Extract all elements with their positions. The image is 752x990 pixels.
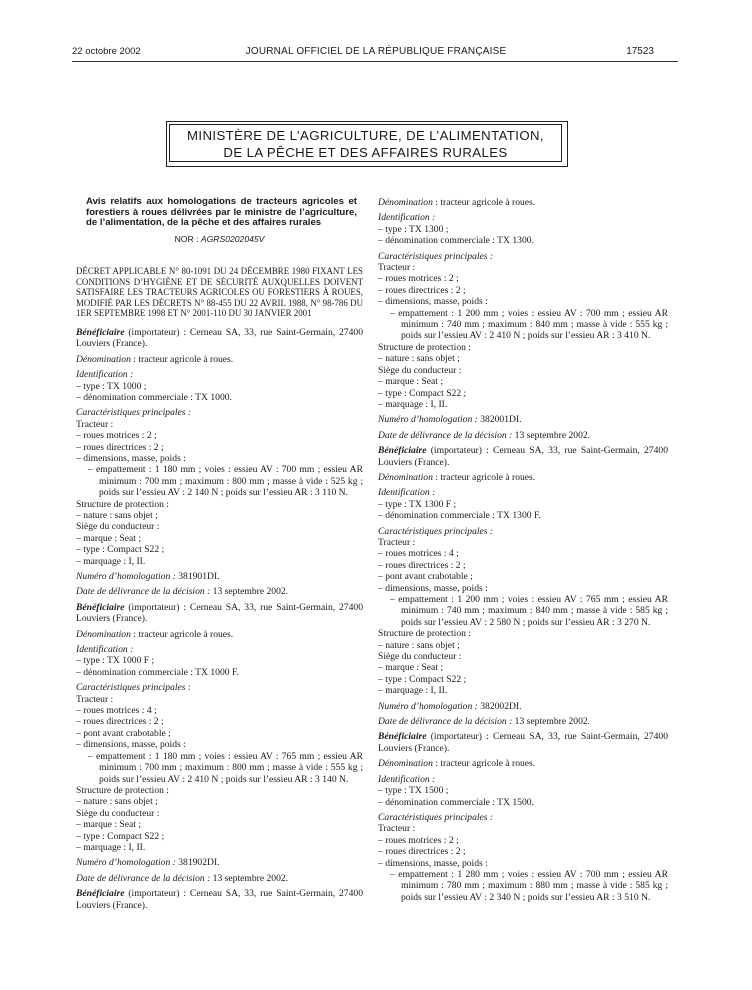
marquage-line: – marquage : I, II. <box>76 555 146 567</box>
structure-heading: Structure de protection : <box>378 628 471 640</box>
decret-reference: DÉCRET APPLICABLE N° 80-1091 DU 24 DÉCEMBRE 1980 FIXANT LES CONDITIONS D’HYGIÈNE ET DE SÉCURITÉ AUXQUELLES DOIVENT SATISFAIRE LES TRACTEURS AGRICOLES OU FORESTIERS À ROUES, MODIFIÉ PAR LES DÉCRETS N° 88-455 DU 22 AVRIL 1988, N° 98-786 DU 1ER SEPTEMBRE 1998 ET N° 2001-110 DU 30 JANVIER 2001 <box>76 265 363 319</box>
beneficiaire-label: Bénéficiaire <box>76 888 125 900</box>
beneficiaire-paragraph: Bénéficiaire (importateur) : Cerneau SA, 33, rue Saint-Germain, 27400 Louviers (France). <box>76 601 363 625</box>
numero-line: Numéro d’homologation : 382002DI. <box>378 700 522 712</box>
journal-title: JOURNAL OFFICIEL DE LA RÉPUBLIQUE FRANÇAISE <box>245 46 507 57</box>
denomination-line: Dénomination : tracteur agricole à roues. <box>378 758 536 770</box>
commercial-line: – dénomination commerciale : TX 1300 F. <box>378 510 541 522</box>
tracteur-heading: Tracteur : <box>378 536 416 548</box>
denomination-line: Dénomination : tracteur agricole à roues. <box>76 628 234 640</box>
right-column <box>378 197 668 903</box>
nature-line: – nature : sans objet ; <box>76 796 158 808</box>
numero-line: Numéro d’homologation : 381901DI. <box>76 571 220 582</box>
marque-line: – marque : Seat ; <box>76 532 142 544</box>
denomination-line: Dénomination : tracteur agricole à roues. <box>378 471 536 483</box>
commercial-line: – dénomination commerciale : TX 1300. <box>378 235 534 247</box>
identification-heading: Identification : <box>378 487 436 499</box>
denomination-line: Dénomination : tracteur agricole à roues. <box>378 197 536 208</box>
empattement-line: – empattement : 1 200 mm ; voies : essieu AV : 765 mm ; essieu AR minimum : 740 mm ; maximum : 840 mm ; masse à vide : 585 kg ; poids sur l’essieu AV : 2 580 N ; poids sur l’essieu AR : 3 270 N. <box>390 594 668 628</box>
beneficiaire-text: Cerneau SA, 33, rue Saint-Germain, 27400 Louviers (France). <box>378 445 668 468</box>
tracteur-heading: Tracteur : <box>76 418 114 430</box>
roues-motrices: – roues motrices : 4 ; <box>378 548 459 560</box>
caracteristiques-heading: Caractéristiques principales : <box>76 407 192 419</box>
commercial-line: – dénomination commerciale : TX 1500. <box>378 796 534 808</box>
siege-heading: Siège du conducteur : <box>378 364 462 376</box>
marque-line: – marque : Seat ; <box>76 819 142 831</box>
roues-motrices: – roues motrices : 2 ; <box>378 273 459 285</box>
left-column <box>76 197 363 911</box>
beneficiaire-text: Cerneau SA, 33, rue Saint-Germain, 27400 Louviers (France). <box>378 731 668 754</box>
type-line: – type : TX 1000 F ; <box>76 655 155 667</box>
beneficiaire-paragraph: Bénéficiaire (importateur) : Cerneau SA, 33, rue Saint-Germain, 27400 Louviers (France). <box>378 445 668 468</box>
siege-heading: Siège du conducteur : <box>76 807 160 819</box>
pont-avant-line: – pont avant crabotable ; <box>378 571 473 583</box>
dimensions-heading: – dimensions, masse, poids : <box>378 582 488 594</box>
marquage-line: – marquage : I, II. <box>378 685 448 697</box>
pont-avant-line: – pont avant crabotable ; <box>76 727 171 739</box>
beneficiaire-paragraph: Bénéficiaire (importateur) : Cerneau SA, 33, rue Saint-Germain, 27400 Louviers (France). <box>76 888 363 911</box>
structure-heading: Structure de protection : <box>378 341 471 353</box>
roues-directrices: – roues directrices : 2 ; <box>378 284 466 296</box>
marquage-line: – marquage : I, II. <box>76 841 146 853</box>
beneficiaire-label: Bénéficiaire <box>76 326 125 338</box>
avis-title: Avis relatifs aux homologations de tracteurs agricoles et forestiers à roues délivrées par le ministre de l’agriculture, de l’alimentation, de la pêche et des affaires rurales <box>86 196 357 228</box>
dimensions-heading: – dimensions, masse, poids : <box>378 296 488 308</box>
numero-line: Numéro d’homologation : 381902DI. <box>76 857 220 869</box>
dimensions-heading: – dimensions, masse, poids : <box>378 857 488 869</box>
roues-motrices: – roues motrices : 2 ; <box>378 834 459 846</box>
beneficiaire-paragraph: Bénéficiaire (importateur) : Cerneau SA, 33, rue Saint-Germain, 27400 Louviers (France). <box>378 731 668 754</box>
tracteur-heading: Tracteur : <box>76 693 114 705</box>
caracteristiques-heading: Caractéristiques principales : <box>378 250 494 262</box>
dimensions-heading: – dimensions, masse, poids : <box>76 739 186 751</box>
caracteristiques-heading: Caractéristiques principales : <box>378 525 494 537</box>
commercial-line: – dénomination commerciale : TX 1000. <box>76 391 232 403</box>
beneficiaire-text: Cerneau SA, 33, rue Saint-Germain, 27400 Louviers (France). <box>76 888 363 911</box>
beneficiaire-text: Cerneau SA, 33, rue Saint-Germain, 27400 Louviers (France). <box>76 326 363 350</box>
date-line: Date de délivrance de la décision : 13 septembre 2002. <box>76 586 289 598</box>
date-line: Date de délivrance de la décision : 13 septembre 2002. <box>378 429 591 441</box>
dimensions-heading: – dimensions, masse, poids : <box>76 452 186 464</box>
roues-directrices: – roues directrices : 2 ; <box>378 846 466 858</box>
ministry-line-2: DE LA PÊCHE ET DES AFFAIRES RURALES <box>223 145 508 160</box>
roues-directrices: – roues directrices : 2 ; <box>76 441 164 453</box>
nature-line: – nature : sans objet ; <box>76 509 158 521</box>
roues-directrices: – roues directrices : 2 ; <box>76 716 164 728</box>
empattement-line: – empattement : 1 280 mm ; voies : essieu AV : 700 mm ; essieu AR minimum : 780 mm ; maximum : 880 mm ; masse à vide : 585 kg ; poids sur l’essieu AV : 2 340 N ; poids sur l’essieu AR : 3 510 N. <box>390 868 668 903</box>
identification-heading: Identification : <box>378 773 436 785</box>
denomination-line: Dénomination : tracteur agricole à roues. <box>76 353 234 365</box>
type-line: – type : TX 1000 ; <box>76 380 147 392</box>
marquage-line: – marquage : I, II. <box>378 398 448 410</box>
date-line: Date de délivrance de la décision : 13 septembre 2002. <box>378 716 591 728</box>
beneficiaire-label: Bénéficiaire <box>76 601 125 613</box>
commercial-line: – dénomination commerciale : TX 1000 F. <box>76 666 239 678</box>
page-header <box>0 46 752 60</box>
header-date: 22 octobre 2002 <box>72 46 141 57</box>
roues-motrices: – roues motrices : 2 ; <box>76 430 157 442</box>
roues-motrices: – roues motrices : 4 ; <box>76 705 157 717</box>
siege-heading: Siège du conducteur : <box>378 651 462 663</box>
beneficiaire-text: Cerneau SA, 33, rue Saint-Germain, 27400 Louviers (France). <box>76 601 363 625</box>
beneficiaire-paragraph: Bénéficiaire (importateur) : Cerneau SA, 33, rue Saint-Germain, 27400 Louviers (France). <box>76 326 363 350</box>
identification-heading: Identification : <box>378 212 436 224</box>
roues-directrices: – roues directrices : 2 ; <box>378 559 466 571</box>
siege-type-line: – type : Compact S22 ; <box>378 673 467 685</box>
siege-type-line: – type : Compact S22 ; <box>76 830 165 842</box>
tracteur-heading: Tracteur : <box>378 823 416 835</box>
marque-line: – marque : Seat ; <box>378 376 444 388</box>
beneficiaire-label: Bénéficiaire <box>378 445 427 457</box>
header-rule <box>72 61 678 62</box>
identification-heading: Identification : <box>76 644 134 656</box>
nature-line: – nature : sans objet ; <box>378 639 460 651</box>
structure-heading: Structure de protection : <box>76 784 169 796</box>
structure-heading: Structure de protection : <box>76 498 169 510</box>
empattement-line: – empattement : 1 200 mm ; voies : essieu AV : 700 mm ; essieu AR minimum : 740 mm ; maximum : 840 mm ; masse à vide : 555 kg ; poids sur l’essieu AV : 2 410 N ; poids sur l’essieu AR : 3 410 N. <box>390 307 668 342</box>
siege-type-line: – type : Compact S22 ; <box>378 387 467 399</box>
caracteristiques-heading: Caractéristiques principales : <box>378 811 494 823</box>
siege-type-line: – type : Compact S22 ; <box>76 544 165 556</box>
date-line: Date de délivrance de la décision : 13 septembre 2002. <box>76 872 289 884</box>
siege-heading: Siège du conducteur : <box>76 521 160 533</box>
page-number: 17523 <box>626 46 654 57</box>
ministry-box <box>169 124 562 162</box>
empattement-line: – empattement : 1 180 mm ; voies : essieu AV : 765 mm ; essieu AR minimum : 700 mm ; maximum : 800 mm ; masse à vide : 555 kg ; poids sur l’essieu AV : 2 410 N ; poids sur l’essieu AR : 3 140 N. <box>88 750 363 785</box>
type-line: – type : TX 1300 F ; <box>378 498 457 510</box>
identification-heading: Identification : <box>76 369 134 381</box>
nature-line: – nature : sans objet ; <box>378 353 460 365</box>
caracteristiques-heading: Caractéristiques principales : <box>76 682 192 694</box>
nor-label: NOR : <box>174 233 199 244</box>
ministry-line-1: MINISTÈRE DE L’AGRICULTURE, DE L’ALIMENTATION, <box>187 128 544 143</box>
nor-line <box>76 234 363 245</box>
numero-line: Numéro d’homologation : 382001DI. <box>378 414 522 426</box>
tracteur-heading: Tracteur : <box>378 262 416 274</box>
beneficiaire-label: Bénéficiaire <box>378 731 427 743</box>
type-line: – type : TX 1500 ; <box>378 785 449 797</box>
type-line: – type : TX 1300 ; <box>378 223 449 235</box>
marque-line: – marque : Seat ; <box>378 662 444 674</box>
nor-value: AGRS0202045V <box>200 233 265 244</box>
empattement-line: – empattement : 1 180 mm ; voies : essieu AV : 700 mm ; essieu AR minimum : 700 mm ; maximum : 800 mm ; masse à vide : 525 kg ; poids sur l’essieu AV : 2 140 N ; poids sur l’essieu AR : 3 110 N. <box>88 464 363 499</box>
